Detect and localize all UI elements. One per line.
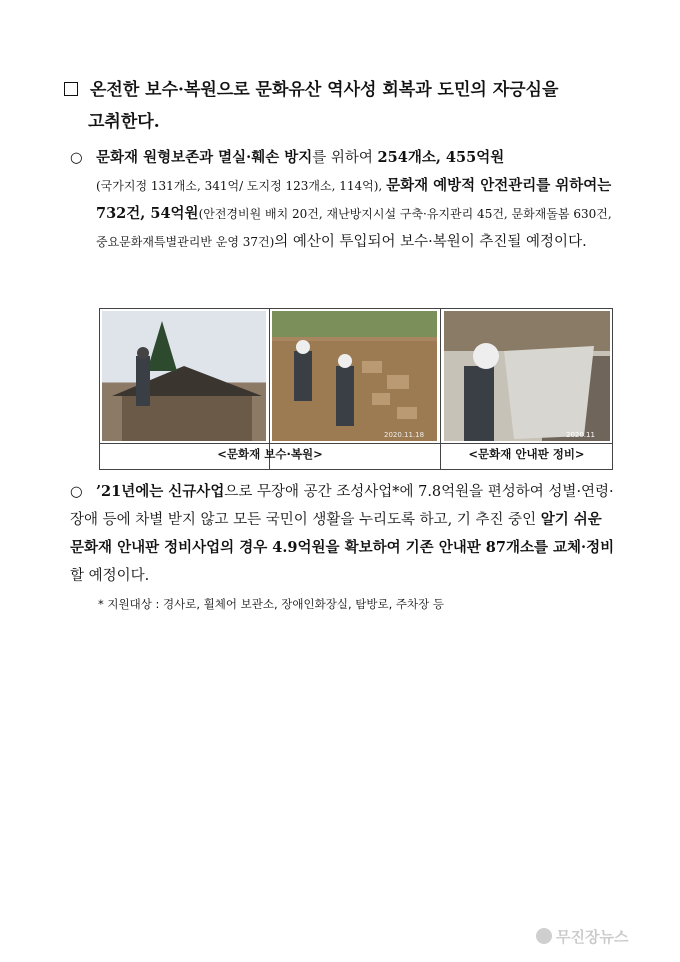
circle-bullet-icon: ○ [70, 150, 83, 166]
para1-bold-3: 문화재 예방적 안전관리를 위하여는 732건, 54억원 [96, 177, 612, 222]
heading-line2: 고취한다. [88, 112, 160, 132]
para2-bold-1: ’21년에는 신규사업 [96, 483, 225, 500]
para1-text-2: 의 예산이 투입되어 보수·복원이 추진될 예정이다. [274, 234, 587, 250]
paragraph-budget [70, 144, 618, 256]
photo-roof-repair [102, 311, 266, 441]
para2-text-1: 으로 무장애 공간 조성사업*에 7.8억원을 편성하여 성별·연령·장애 등에 차별 받지 않고 모든 국민이 생활을 누리도록 하고, 기 추진 중인 [70, 484, 614, 528]
para1-detail-1: (국가지정 131개소, 341억/ 도지정 123개소, 114억), [96, 179, 387, 193]
section-heading [64, 74, 624, 138]
para1-detail-2: (안전경비원 배치 20건, 재난방지시설 구축·유지관리 45건, 문화재돌봄 630건, 중요문화재특별관리반 운영 37건) [96, 207, 612, 249]
photo-divider [269, 309, 270, 469]
footnote: * 지원대상 : 경사로, 휠체어 보관소, 장애인화장실, 탐방로, 주차장 등 [98, 597, 444, 611]
para2-bold-2: 알기 쉬운 문화재 안내판 정비사업의 경우 4.9억원을 확보하여 기존 안내판 87개소를 교체·정비 [70, 511, 615, 556]
para1-bold-2: 254개소, 455억원 [377, 149, 505, 166]
watermark-logo-icon [536, 928, 552, 944]
photo-signboard-repair [444, 311, 610, 441]
watermark-text: 무진장뉴스 [556, 928, 629, 946]
checkbox-square-icon [64, 82, 78, 96]
photo-wall-repair [272, 311, 437, 441]
photo-date-stamp-1: 2020.11.18 [384, 431, 425, 439]
paragraph-barrier-free [70, 478, 618, 590]
para1-text-1: 를 위하여 [312, 150, 378, 166]
photo-date-stamp-2: 2020.11 [566, 431, 595, 439]
photo-caption-repair: <문화재 보수·복원> [217, 447, 323, 461]
watermark [536, 926, 628, 947]
para2-text-2: 할 예정이다. [70, 568, 150, 584]
photo-table [99, 308, 613, 470]
caption-divider [100, 443, 612, 444]
heading-line1: 온전한 보수·복원으로 문화유산 역사성 회복과 도민의 자긍심을 [90, 80, 559, 100]
para1-bold-1: 문화재 원형보존과 멸실·훼손 방지 [96, 149, 313, 166]
photo-caption-signboard: <문화재 안내판 정비> [468, 447, 585, 461]
circle-bullet-icon: ○ [70, 484, 83, 500]
photo-divider [440, 309, 441, 469]
